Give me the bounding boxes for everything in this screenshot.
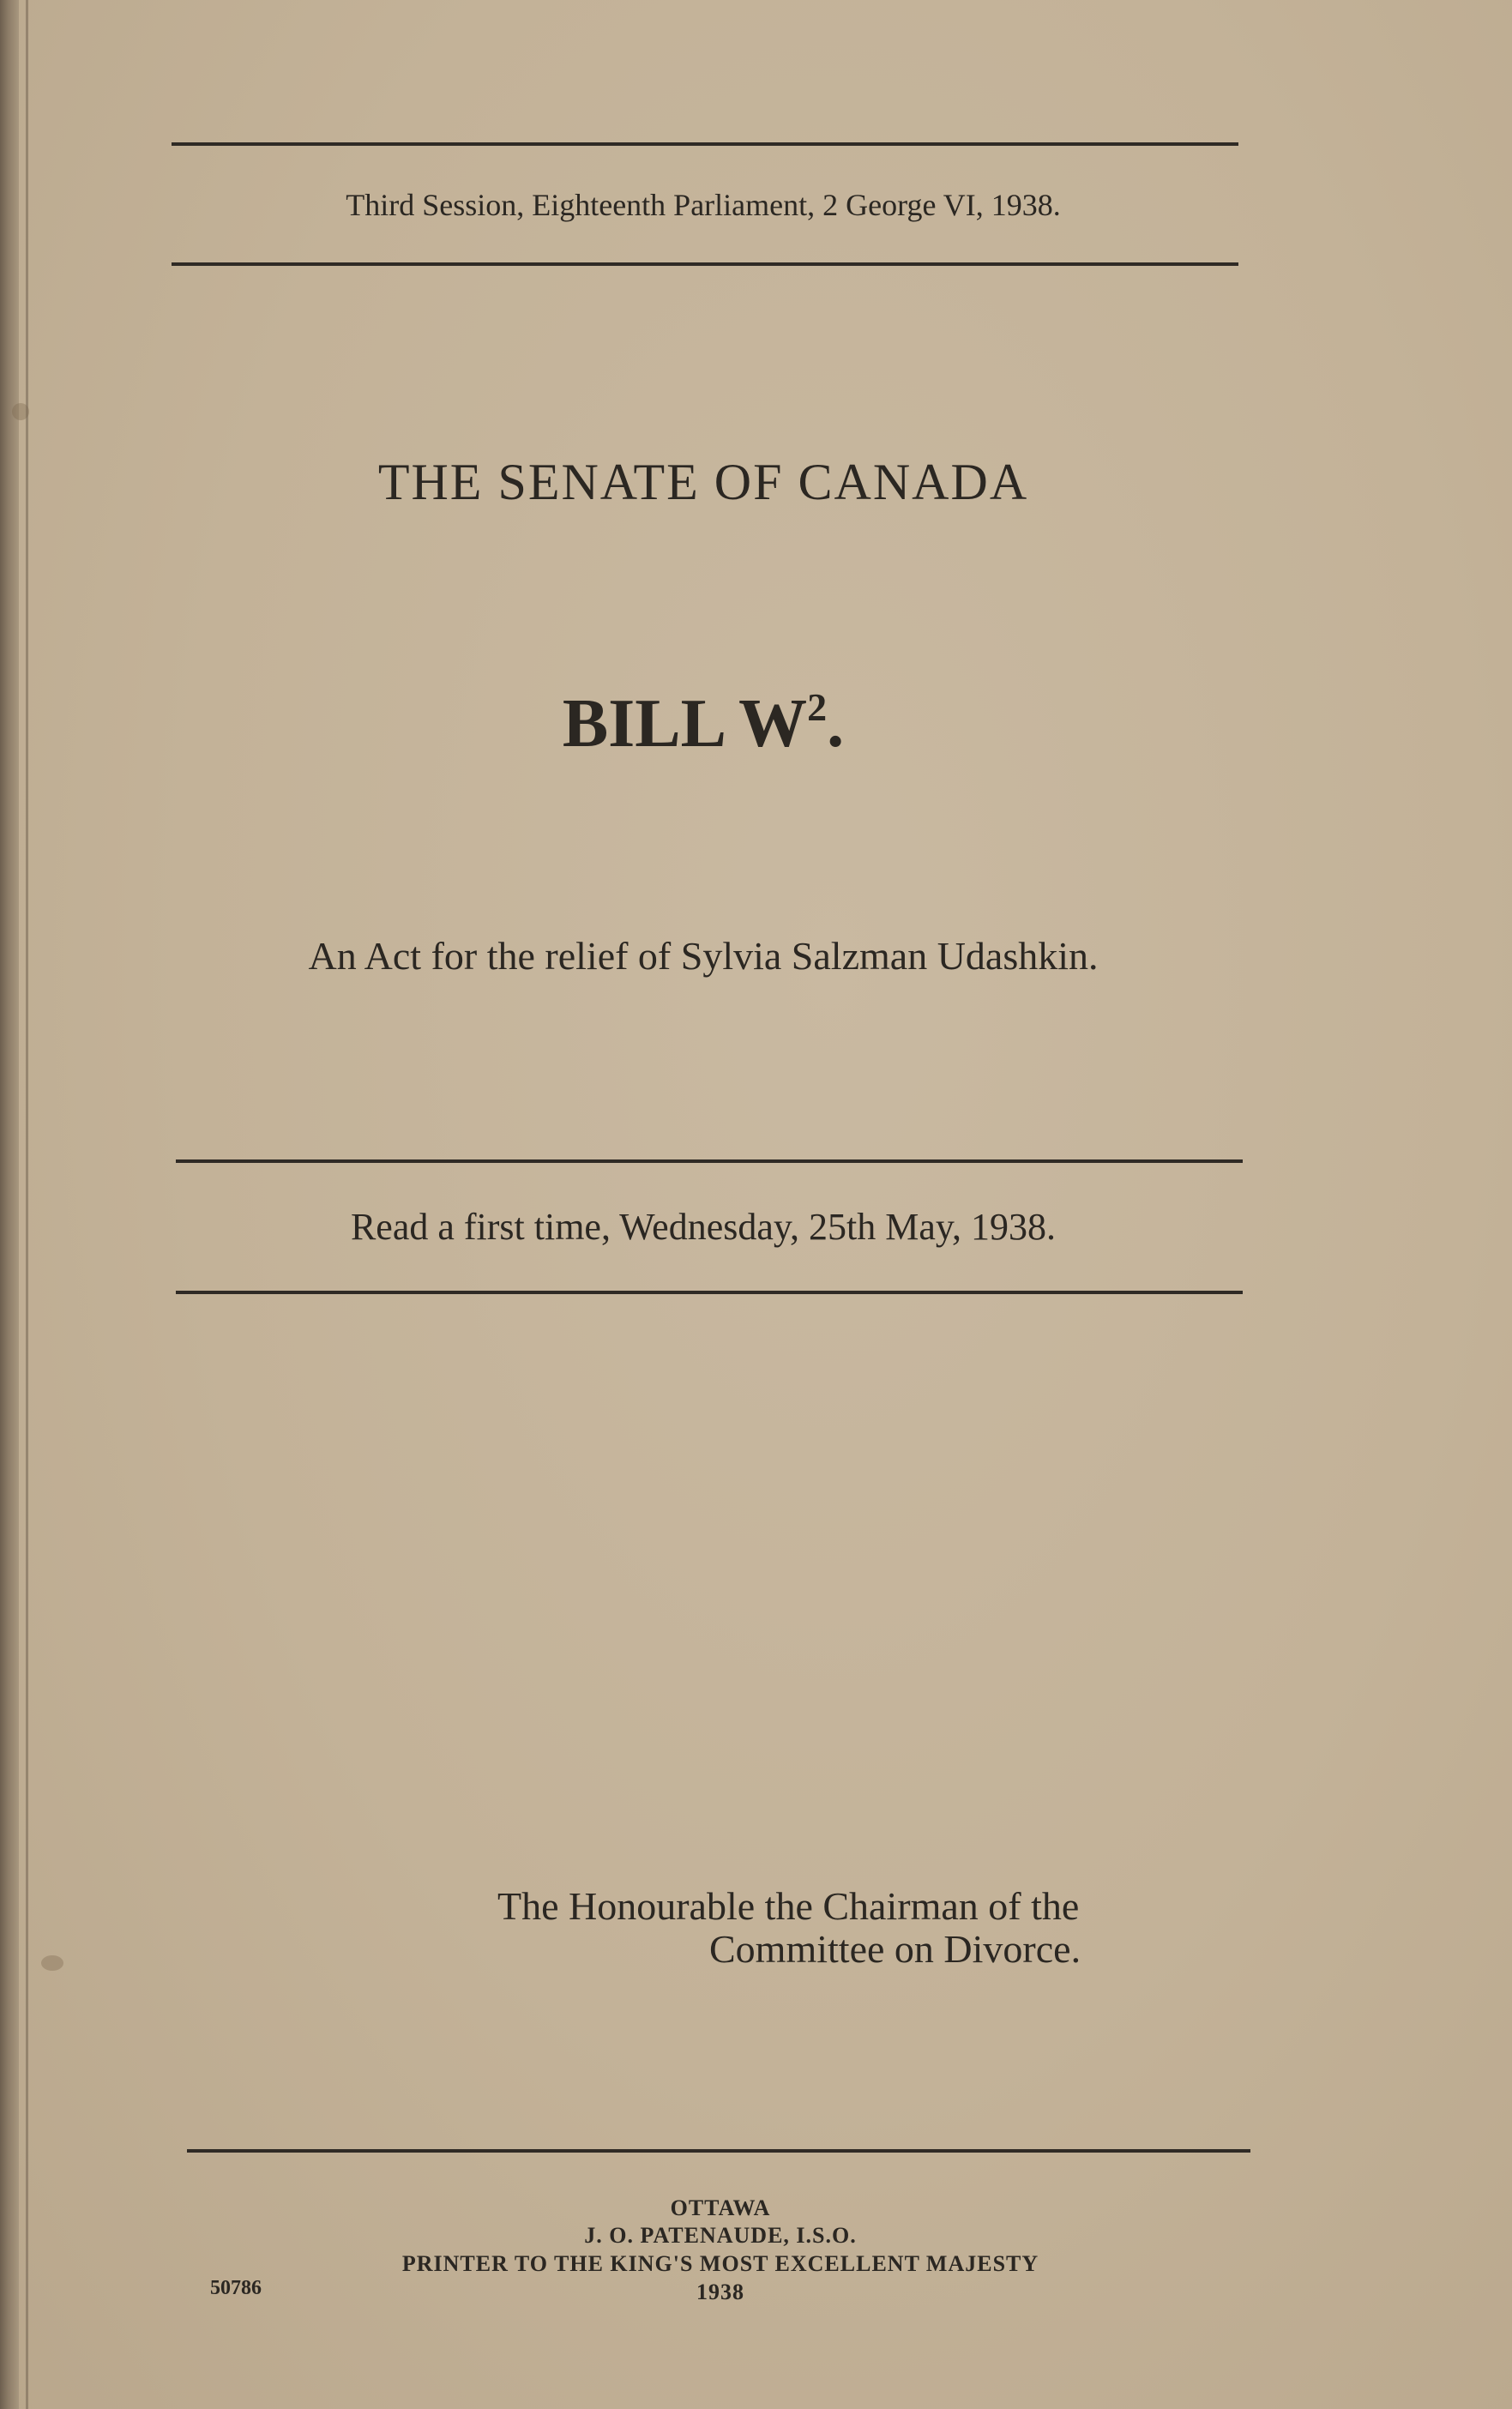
imprint-printer-name: J. O. PATENAUDE, I.S.O. [584,2223,857,2248]
first-reading-line: Read a first time, Wednesday, 25th May, 1938. [350,1206,1057,1248]
reading-top-rule [176,1159,1243,1163]
imprint-year: 1938 [696,2280,744,2304]
imprint-city: OTTAWA [670,2195,771,2220]
page-binding-line [26,0,28,2409]
bill-superscript: 2 [807,685,828,729]
header-top-rule [172,142,1238,146]
bill-number [172,684,1235,763]
imprint-rule [187,2149,1250,2153]
imprint-printer-title: PRINTER TO THE KING'S MOST EXCELLENT MAJESTY [401,2251,1039,2276]
header-bottom-rule [172,262,1238,266]
chamber-title: THE SENATE OF CANADA [377,454,1029,510]
binding-mark [12,403,29,420]
session-line: Third Session, Eighteenth Parliament, 2 George VI, 1938. [346,188,1061,222]
page-binding-edge [0,0,19,2409]
sponsor-line-1: The Honourable the Chairman of the [497,1884,1080,1928]
bill-prefix: BILL W [562,686,808,762]
binding-mark [41,1955,63,1971]
job-number: 50786 [210,2277,262,2299]
bill-suffix: . [827,686,845,762]
sponsor-line-2: Committee on Divorce. [709,1927,1081,1971]
reading-bottom-rule [176,1291,1243,1294]
act-title: An Act for the relief of Sylvia Salzman Udashkin. [308,934,1099,978]
